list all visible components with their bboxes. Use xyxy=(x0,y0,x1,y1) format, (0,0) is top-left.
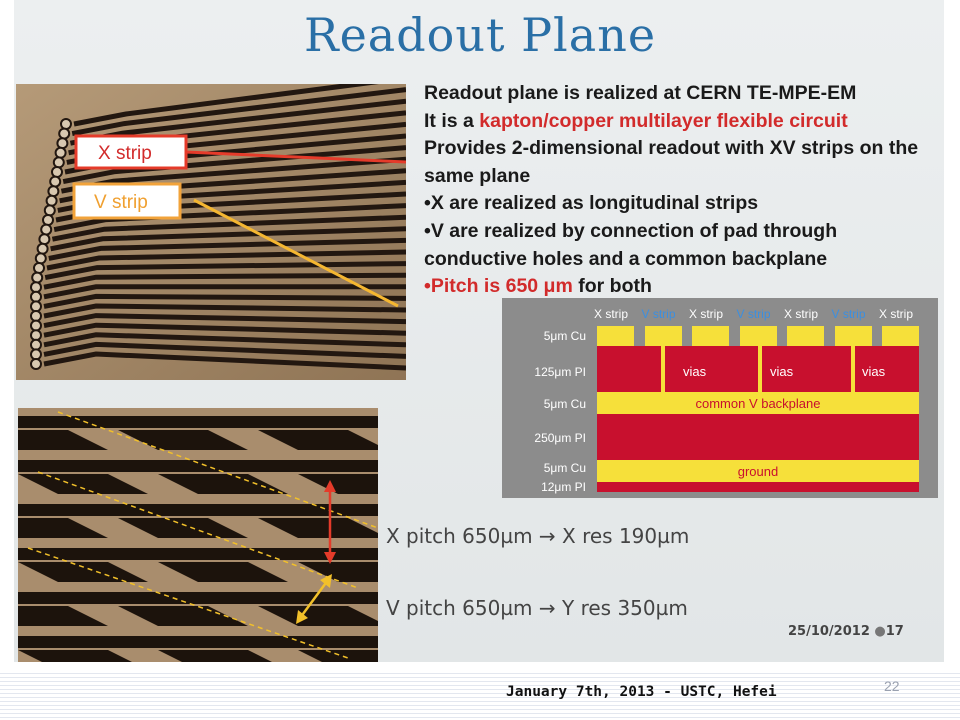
source-page: 17 xyxy=(885,624,904,639)
strip-type-label: V strip xyxy=(641,307,676,321)
layer-thickness-label: 5μm Cu xyxy=(543,329,586,343)
trace-pad xyxy=(38,244,48,254)
trace-pad xyxy=(56,148,66,158)
backplane-label: common V backplane xyxy=(695,396,821,411)
trace-pad xyxy=(61,119,71,129)
page-number: 22 xyxy=(884,678,900,694)
trace-pad xyxy=(31,349,41,359)
x-strip-trace xyxy=(18,548,378,560)
trace-pad xyxy=(41,225,51,235)
bullet-list xyxy=(424,80,944,301)
v-resolution-text: V pitch 650µm → Y res 350µm xyxy=(386,596,688,620)
trace-pad xyxy=(36,253,46,263)
bullet-text: •X are realized as longitudinal strips xyxy=(424,192,759,215)
v-strip-label: V strip xyxy=(94,192,148,213)
trace-pad xyxy=(39,234,49,244)
trace-pad xyxy=(31,301,41,311)
footer-event: January 7th, 2013 - USTC, Hefei xyxy=(506,684,777,700)
trace-pad xyxy=(31,292,41,302)
ground-label: ground xyxy=(737,464,779,479)
layer-thickness-label: 125μm PI xyxy=(534,365,586,379)
strip-type-label: X strip xyxy=(689,307,724,321)
bullet-text: Readout plane is realized at CERN TE-MPE-EM xyxy=(424,82,857,104)
bullet-text: Provides 2-dimensional readout with XV strips on the same plane xyxy=(424,137,919,187)
strip-pad xyxy=(740,326,777,346)
pi-layer-250 xyxy=(597,414,919,460)
strip-type-label: V strip xyxy=(736,307,771,321)
strip-pad xyxy=(882,326,919,346)
x-strip-trace xyxy=(18,592,378,604)
strip-type-label: X strip xyxy=(784,307,819,321)
x-resolution-text: X pitch 650µm → X res 190µm xyxy=(386,524,690,548)
x-strip-trace xyxy=(18,636,378,648)
via-label-2: vias xyxy=(770,364,794,379)
bullet-text: It is a xyxy=(424,109,480,132)
x-strip-label: X strip xyxy=(98,143,152,164)
layer-thickness-label: 5μm Cu xyxy=(543,397,586,411)
trace-pad xyxy=(48,186,58,196)
bullet-text: •Pitch is 650 μm xyxy=(424,275,573,298)
trace-pad xyxy=(31,321,41,331)
layer-thickness-label: 5μm Cu xyxy=(543,461,586,475)
source-date: 25/10/2012 xyxy=(788,624,870,639)
strip-type-label: X strip xyxy=(879,307,914,321)
x-strip-trace xyxy=(18,504,378,516)
layer-thickness-label: 12μm PI xyxy=(541,480,586,494)
trace-pad xyxy=(57,138,67,148)
trace-pad xyxy=(47,196,57,206)
strip-type-label: V strip xyxy=(831,307,866,321)
trace-pad xyxy=(31,340,41,350)
trace-pad xyxy=(31,359,41,369)
trace-pad xyxy=(31,330,41,340)
strip-type-label: X strip xyxy=(594,307,629,321)
footer-band xyxy=(0,670,960,720)
bullet-item xyxy=(424,80,944,108)
layer-stack-diagram xyxy=(502,298,938,498)
bullet-item xyxy=(424,135,944,190)
bullet-text: for both xyxy=(572,275,652,298)
trace-pad xyxy=(31,311,41,321)
trace-pad xyxy=(34,263,44,273)
strip-fanout-photo xyxy=(16,84,406,380)
trace-pad xyxy=(43,215,53,225)
trace-pad xyxy=(45,205,55,215)
trace-pad xyxy=(59,129,69,139)
via-label-1: vias xyxy=(683,364,707,379)
trace-pad xyxy=(52,167,62,177)
layer-thickness-label: 250μm PI xyxy=(534,431,586,445)
source-date-stamp xyxy=(788,624,904,639)
bullet-dot-icon: ● xyxy=(874,624,886,639)
x-strip-trace xyxy=(18,416,378,428)
bullet-item xyxy=(424,108,944,136)
strip-pad xyxy=(597,326,634,346)
bullet-text: kapton/copper multilayer flexible circuit xyxy=(479,109,848,132)
trace-pad xyxy=(54,157,64,167)
strip-pad xyxy=(835,326,872,346)
slide-title: Readout Plane xyxy=(303,8,657,62)
bullet-item xyxy=(424,190,944,218)
via-label-3: vias xyxy=(862,364,886,379)
v-pad-photo xyxy=(18,408,378,662)
bullet-text: •V are realized by connection of pad through conductive holes and a common backplane xyxy=(424,219,838,270)
bullet-item xyxy=(424,273,944,301)
strip-pad xyxy=(692,326,729,346)
x-strip-trace xyxy=(18,460,378,472)
trace-pad xyxy=(32,273,42,283)
trace-pad xyxy=(50,177,60,187)
pi-layer-12 xyxy=(597,482,919,492)
strip-pad xyxy=(787,326,824,346)
trace-pad xyxy=(31,282,41,292)
bullet-item xyxy=(424,218,944,273)
strip-pad xyxy=(645,326,682,346)
